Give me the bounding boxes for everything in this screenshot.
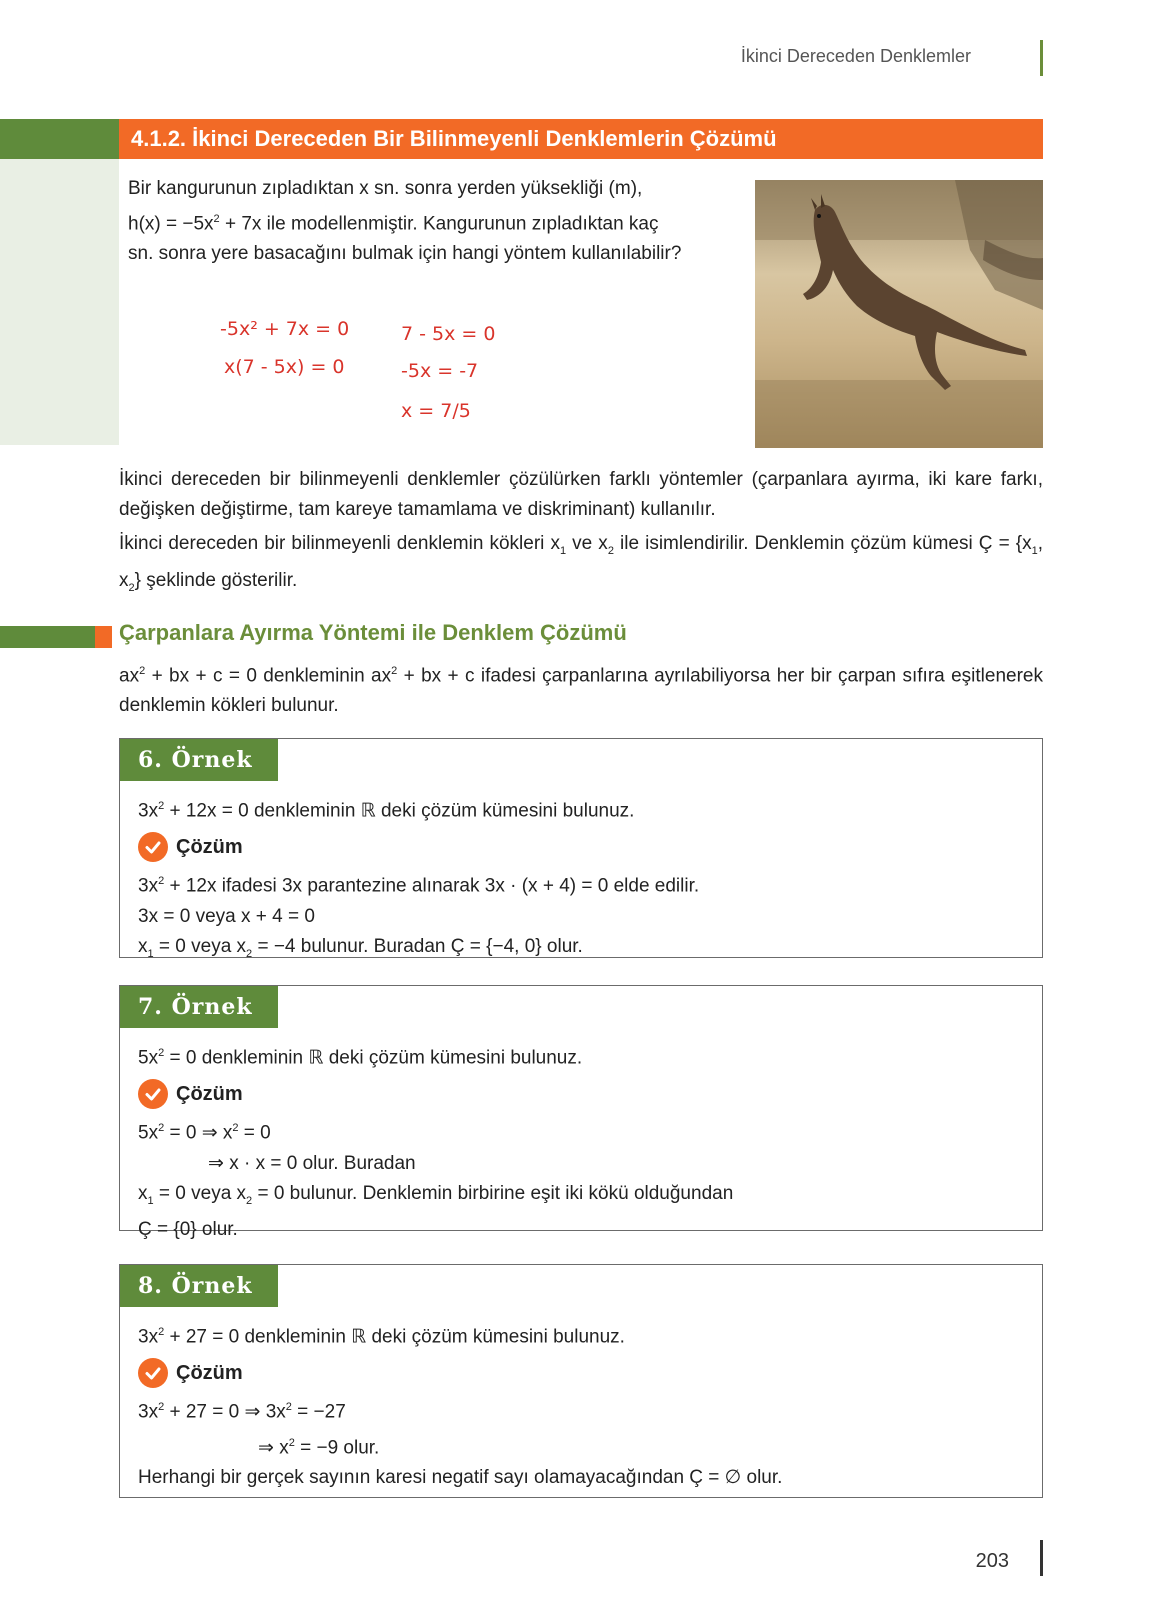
q-b: = 0 denkleminin ℝ deki çözüm kümesini bulunuz. (164, 1047, 583, 1069)
q-a: 3x (138, 1326, 159, 1348)
paragraph-methods: İkinci dereceden bir bilinmeyenli denklemler çözülürken farklı yöntemler (çarpanlara ayırma, iki kare farkı, değişken değiştirme, tam kareye tamamlama ve diskriminant) kullanılır. (119, 469, 1043, 520)
superscript: 2 (158, 1122, 165, 1135)
q-b: + 27 = 0 denkleminin ℝ deki çözüm kümesini bulunuz. (164, 1326, 625, 1348)
handwritten-note-r1: 7 - 5x = 0 (401, 323, 496, 345)
intro-line-2-a: h(x) = −5x (128, 213, 214, 235)
q-a: 5x (138, 1047, 159, 1069)
example-question (138, 1317, 1024, 1352)
handwritten-note-l2: x(7 - 5x) = 0 (224, 356, 345, 378)
p2-b: ve x (566, 533, 608, 554)
s1-a: 3x (138, 875, 159, 897)
subsection-accent-orange (95, 626, 112, 648)
s2-b: = −9 olur. (294, 1436, 380, 1458)
page-number: 203 (975, 1550, 1009, 1572)
handwritten-note-l1: -5x² + 7x = 0 (220, 318, 350, 340)
subscript: 2 (607, 544, 614, 557)
s3-a: x (138, 935, 148, 957)
intro-line-2-b: + 7x ile modellenmiştir. Kangurunun zıpladıktan kaç (219, 213, 659, 235)
example-box-7 (119, 985, 1043, 1241)
superscript: 2 (158, 1047, 165, 1059)
s3-c: = −4 bulunur. Buradan Ç = {−4, 0} olur. (252, 935, 583, 957)
p2-a: İkinci dereceden bir bilinmeyenli denklemin kökleri x (119, 533, 560, 554)
solution-line-3: Herhangi bir gerçek sayının karesi negatif sayı olamayacağından Ç = ∅ olur. (138, 1466, 783, 1488)
superscript: 2 (139, 665, 146, 677)
handwritten-note-r2: -5x = -7 (401, 360, 479, 382)
solution-line-1 (138, 1392, 1024, 1427)
solution-label: Çözüm (176, 1083, 243, 1106)
superscript: 2 (391, 665, 398, 677)
example-box-8 (119, 1264, 1043, 1498)
solution-line-3 (138, 1179, 1024, 1216)
solution-header (138, 1079, 1024, 1109)
example-box-6 (119, 738, 1043, 958)
footer-rule (1040, 1540, 1043, 1576)
solution-line-1 (138, 1113, 1024, 1148)
intro-question (128, 174, 743, 269)
s1-c: = −27 (291, 1401, 346, 1423)
s1-c: = 0 (238, 1122, 271, 1144)
left-margin-panel (0, 159, 119, 445)
s1-a: 5x (138, 1122, 159, 1144)
superscript: 2 (285, 1401, 292, 1414)
running-header: İkinci Dereceden Denklemler (740, 46, 971, 66)
intro-line-3: sn. sonra yere basacağını bulmak için hangi yöntem kullanılabilir? (128, 243, 682, 265)
subscript: 1 (1031, 544, 1038, 557)
example-body (138, 1317, 1024, 1493)
solution-header (138, 832, 1024, 862)
section-title: 4.1.2. İkinci Dereceden Bir Bilinmeyenli Denklemlerin Çözümü (119, 119, 1043, 159)
example-question (138, 791, 1024, 826)
subscript: 2 (128, 581, 135, 594)
sub-text-b: + bx + c = 0 denkleminin ax (145, 665, 392, 687)
title-accent-bar (0, 119, 119, 159)
example-tag: 7. Örnek (120, 986, 278, 1028)
sub-text-a: ax (119, 665, 140, 687)
p2-c: ile isimlendirilir. Denklemin çözüm kümesi Ç = {x (613, 533, 1032, 554)
s3-a: x (138, 1182, 148, 1204)
p2-d: , x (119, 533, 1044, 591)
s1-b: + 27 = 0 ⇒ 3x (164, 1401, 286, 1423)
subscript: 2 (246, 947, 253, 960)
p2-e: } şeklinde gösterilir. (134, 569, 298, 591)
subscript: 1 (147, 1194, 154, 1207)
superscript: 2 (232, 1122, 239, 1135)
s3-b: = 0 veya x (153, 1182, 247, 1204)
check-icon (138, 1358, 168, 1388)
subscript: 1 (147, 947, 154, 960)
superscript: 2 (213, 213, 220, 225)
solution-label: Çözüm (176, 1362, 243, 1385)
handwritten-note-r3: x = 7/5 (401, 400, 471, 422)
q-a: 3x (138, 800, 159, 822)
solution-line-1 (138, 866, 1024, 901)
intro-line-1: Bir kangurunun zıpladıktan x sn. sonra yerden yüksekliği (m), (128, 178, 643, 199)
superscript: 2 (158, 1401, 165, 1414)
solution-header (138, 1358, 1024, 1388)
solution-label: Çözüm (176, 836, 243, 859)
subsection-text (119, 656, 1043, 721)
s1-b: + 12x ifadesi 3x parantezine alınarak 3x · (x + 4) = 0 elde edilir. (164, 875, 700, 897)
check-icon (138, 832, 168, 862)
q-b: + 12x = 0 denkleminin ℝ deki çözüm kümesini bulunuz. (164, 800, 635, 822)
solution-line-2: ⇒ x · x = 0 olur. Buradan (208, 1152, 416, 1174)
s1-a: 3x (138, 1401, 159, 1423)
sub-text-c: + bx + c ifadesi çarpanlarına ayrılabiliyorsa her bir çarpan sıfıra eşitlenerek denklemin kökleri bulunur. (119, 665, 1043, 717)
kangaroo-photo (755, 180, 1043, 448)
check-icon (138, 1079, 168, 1109)
solution-line-2: 3x = 0 veya x + 4 = 0 (138, 905, 315, 927)
subsection-accent-green (0, 626, 95, 648)
example-tag: 8. Örnek (120, 1265, 278, 1307)
superscript: 2 (158, 1326, 165, 1338)
intro-line-2 (128, 204, 743, 239)
example-body (138, 791, 1024, 968)
header-rule (1040, 40, 1043, 76)
paragraph-roots (119, 529, 1043, 603)
example-question (138, 1038, 1024, 1073)
subsection-title: Çarpanlara Ayırma Yöntemi ile Denklem Çözümü (119, 620, 627, 645)
superscript: 2 (158, 800, 165, 812)
s3-b: = 0 veya x (153, 935, 247, 957)
subscript: 2 (246, 1194, 253, 1207)
solution-line-2 (138, 1428, 1024, 1463)
superscript: 2 (158, 875, 165, 888)
example-body (138, 1038, 1024, 1245)
s1-b: = 0 ⇒ x (164, 1122, 233, 1144)
superscript: 2 (288, 1436, 295, 1449)
solution-line-3 (138, 932, 1024, 969)
subscript: 1 (559, 544, 567, 557)
s3-c: = 0 bulunur. Denklemin birbirine eşit iki kökü olduğundan (252, 1182, 734, 1204)
example-tag: 6. Örnek (120, 739, 278, 781)
solution-line-4: Ç = {0} olur. (138, 1219, 238, 1241)
s2-a: ⇒ x (258, 1436, 289, 1458)
